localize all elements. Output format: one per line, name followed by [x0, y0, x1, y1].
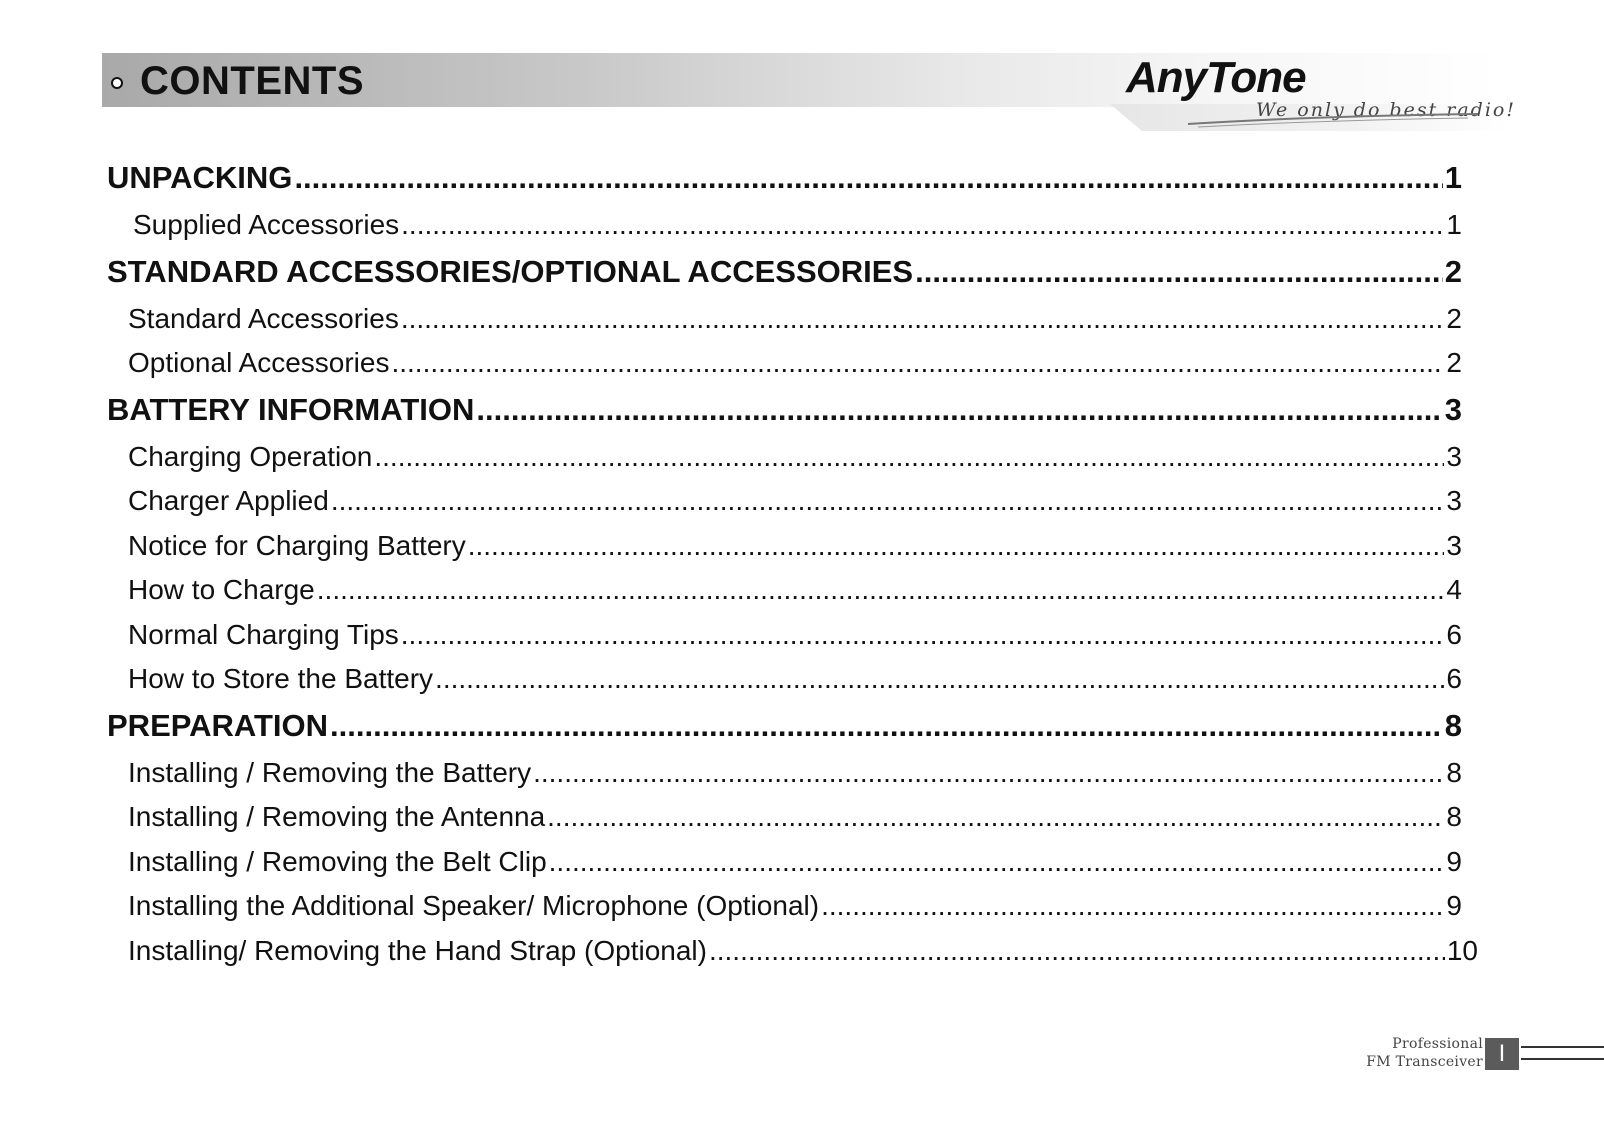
footer-line-transceiver: FM Transceiver — [1366, 1054, 1483, 1070]
toc-entry-page: 6 — [1446, 663, 1462, 694]
toc-entry-label: BATTERY INFORMATION — [107, 392, 475, 427]
toc-entry-label: PREPARATION — [107, 708, 329, 743]
toc-entry[interactable] — [128, 844, 1462, 880]
toc-entry-label: Standard Accessories — [128, 303, 399, 334]
toc-dot-leader — [435, 661, 1444, 697]
toc-dot-leader — [401, 301, 1445, 337]
toc-entry-label: STANDARD ACCESSORIES/OPTIONAL ACCESSORIES — [107, 254, 914, 289]
toc-entry[interactable] — [133, 207, 1462, 243]
toc-dot-leader — [330, 708, 1443, 744]
toc-entry[interactable] — [107, 160, 1462, 196]
toc-entry[interactable] — [128, 301, 1462, 337]
toc-entry-page: 8 — [1446, 801, 1462, 832]
toc-entry-page: 8 — [1444, 708, 1462, 743]
toc-dot-leader — [709, 933, 1445, 969]
toc-dot-leader — [533, 755, 1444, 791]
toc-dot-leader — [391, 345, 1444, 381]
toc-entry-label: Installing / Removing the Antenna — [128, 801, 546, 832]
toc-entry[interactable] — [107, 254, 1462, 290]
footer-product-label — [1366, 1035, 1483, 1071]
toc-entry-page: 10 — [1446, 935, 1478, 966]
toc-entry-page: 1 — [1444, 160, 1462, 195]
toc-entry-page: 2 — [1444, 254, 1462, 289]
toc-entry[interactable] — [128, 755, 1462, 791]
toc-entry-label: How to Charge — [128, 574, 315, 605]
brand-tagline: We only do best radio! — [1256, 99, 1516, 121]
toc-entry[interactable] — [128, 572, 1462, 608]
toc-dot-leader — [331, 483, 1445, 519]
toc-dot-leader — [549, 844, 1445, 880]
toc-entry-label: Charging Operation — [128, 441, 373, 472]
toc-entry-page: 6 — [1446, 619, 1462, 650]
toc-entry-page: 9 — [1446, 890, 1462, 921]
toc-entry[interactable] — [128, 888, 1462, 924]
toc-entry-label: UNPACKING — [107, 160, 293, 195]
toc-entry-label: Normal Charging Tips — [128, 619, 399, 650]
toc-entry-label: Supplied Accessories — [133, 209, 400, 240]
toc-dot-leader — [401, 617, 1445, 653]
toc-dot-leader — [294, 160, 1442, 196]
toc-entry-page: 3 — [1446, 485, 1462, 516]
toc-entry[interactable] — [128, 617, 1462, 653]
toc-entry-label: Charger Applied — [128, 485, 329, 516]
toc-entry[interactable] — [128, 799, 1462, 835]
page-title: CONTENTS — [140, 59, 364, 103]
toc-entry[interactable] — [128, 661, 1462, 697]
toc-entry-label: Installing / Removing the Battery — [128, 757, 532, 788]
toc-entry-page: 2 — [1446, 347, 1462, 378]
toc-dot-leader — [468, 528, 1445, 564]
toc-dot-leader — [317, 572, 1445, 608]
toc-entry-page: 3 — [1444, 392, 1462, 427]
brand-name: AnyTone — [1126, 53, 1306, 102]
page-number-badge: I — [1485, 1038, 1519, 1070]
toc-dot-leader — [401, 207, 1444, 243]
toc-entry-label: Optional Accessories — [128, 347, 390, 378]
toc-entry[interactable] — [128, 933, 1478, 969]
toc-entry-page: 2 — [1446, 303, 1462, 334]
toc-entry-label: Installing the Additional Speaker/ Microphone (Optional) — [128, 890, 820, 921]
toc-entry-page: 3 — [1446, 441, 1462, 472]
toc-entry[interactable] — [107, 708, 1462, 744]
toc-entry-page: 1 — [1446, 209, 1462, 240]
toc-dot-leader — [821, 888, 1444, 924]
toc-dot-leader — [476, 392, 1442, 428]
toc-entry[interactable] — [128, 345, 1462, 381]
footer-rule-bottom — [1521, 1058, 1604, 1060]
toc-entry[interactable] — [107, 392, 1462, 428]
toc-entry-label: Installing/ Removing the Hand Strap (Optional) — [128, 935, 707, 966]
toc-entry-label: Installing / Removing the Belt Clip — [128, 846, 547, 877]
toc-entry[interactable] — [128, 439, 1462, 475]
toc-entry-page: 8 — [1446, 757, 1462, 788]
footer-line-professional: Professional — [1392, 1036, 1483, 1052]
toc-entry-label: Notice for Charging Battery — [128, 530, 466, 561]
toc-entry-label: How to Store the Battery — [128, 663, 434, 694]
toc-entry[interactable] — [128, 528, 1462, 564]
toc-entry-page: 3 — [1446, 530, 1462, 561]
toc-dot-leader — [374, 439, 1444, 475]
toc-entry-page: 4 — [1446, 574, 1462, 605]
toc-entry[interactable] — [128, 483, 1462, 519]
toc-dot-leader — [915, 254, 1443, 290]
toc-entry-page: 9 — [1446, 846, 1462, 877]
toc-dot-leader — [547, 799, 1444, 835]
footer-rule-top — [1521, 1046, 1604, 1048]
